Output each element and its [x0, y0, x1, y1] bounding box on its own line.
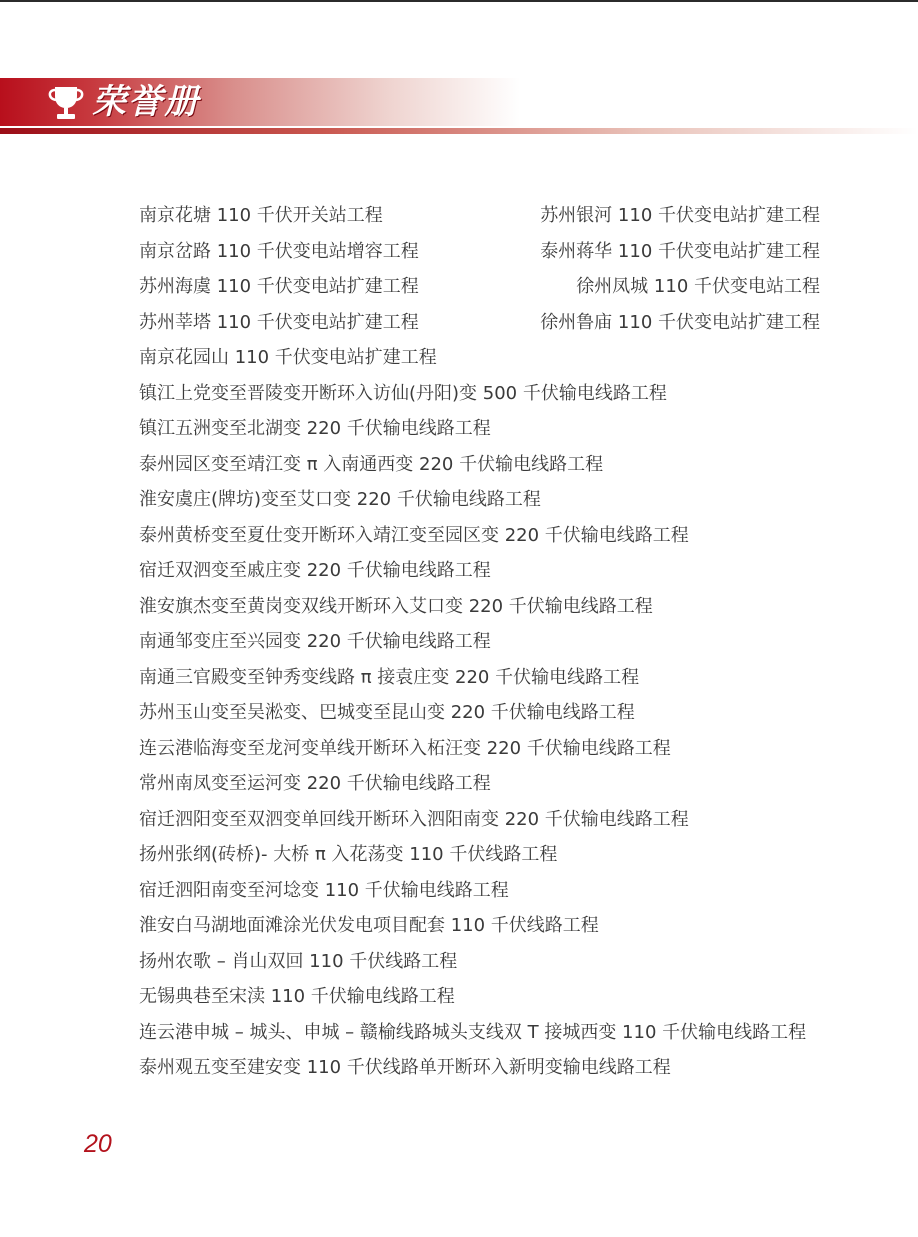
project-name: 泰州蒋华 110 千伏变电站扩建工程: [540, 240, 820, 262]
project-name: 徐州凤城 110 千伏变电站工程: [576, 276, 820, 297]
list-item: 南通邹变庄至兴园变 220 千伏输电线路工程: [139, 631, 491, 652]
list-item: [139, 198, 839, 234]
list-item: 扬州农歌 – 肖山双回 110 千伏线路工程: [139, 950, 458, 972]
list-item: 淮安虞庄(牌坊)变至艾口变 220 千伏输电线路工程: [139, 489, 541, 510]
list-item: 苏州玉山变至吴淞变、巴城变至昆山变 220 千伏输电线路工程: [139, 702, 635, 723]
list-item: 南京花园山 110 千伏变电站扩建工程: [139, 347, 437, 368]
list-item: [139, 234, 839, 270]
project-name: 苏州银河 110 千伏变电站扩建工程: [540, 205, 820, 226]
list-item: 常州南凤变至运河变 220 千伏输电线路工程: [139, 773, 491, 794]
page-number: 20: [84, 1130, 112, 1158]
list-item: 宿迁泗阳变至双泗变单回线开断环入泗阳南变 220 千伏输电线路工程: [139, 808, 689, 830]
top-border-line: [0, 0, 918, 2]
project-name: 苏州海虞 110 千伏变电站扩建工程: [139, 276, 419, 297]
list-item: 无锡典巷至宋渎 110 千伏输电线路工程: [139, 986, 455, 1007]
list-item: 宿迁泗阳南变至河埝变 110 千伏输电线路工程: [139, 879, 509, 901]
list-item: 淮安旗杰变至黄岗变双线开断环入艾口变 220 千伏输电线路工程: [139, 595, 653, 617]
list-item: 镇江五洲变至北湖变 220 千伏输电线路工程: [139, 418, 491, 439]
project-name: 南京花塘 110 千伏开关站工程: [139, 205, 383, 226]
project-name: 苏州莘塔 110 千伏变电站扩建工程: [139, 311, 419, 333]
list-item: 泰州园区变至靖江变 π 入南通西变 220 千伏输电线路工程: [139, 453, 604, 475]
header-underline: [0, 128, 918, 134]
list-item: 镇江上党变至晋陵变开断环入访仙(丹阳)变 500 千伏输电线路工程: [139, 382, 667, 404]
trophy-icon: [46, 84, 86, 122]
list-item: 扬州张纲(砖桥)- 大桥 π 入花荡变 110 千伏线路工程: [139, 844, 558, 865]
list-item: 淮安白马湖地面滩涂光伏发电项目配套 110 千伏线路工程: [139, 915, 599, 936]
list-item: 宿迁双泗变至戚庄变 220 千伏输电线路工程: [139, 560, 491, 581]
list-item: [139, 305, 839, 341]
list-item: 泰州观五变至建安变 110 千伏线路单开断环入新明变输电线路工程: [139, 1057, 671, 1078]
project-list: [139, 198, 839, 1086]
list-item: 南通三官殿变至钟秀变线路 π 接袁庄变 220 千伏输电线路工程: [139, 666, 640, 688]
list-item: 连云港临海变至龙河变单线开断环入柘汪变 220 千伏输电线路工程: [139, 737, 671, 759]
list-item: [139, 269, 839, 305]
project-name: 南京岔路 110 千伏变电站增容工程: [139, 240, 419, 262]
list-item: 泰州黄桥变至夏仕变开断环入靖江变至园区变 220 千伏输电线路工程: [139, 524, 689, 546]
section-title: 荣誉册: [92, 82, 200, 122]
list-item: 连云港申城 – 城头、申城 – 赣榆线路城头支线双 T 接城西变 110 千伏输电线路工程: [139, 1021, 807, 1043]
project-name: 徐州鲁庙 110 千伏变电站扩建工程: [540, 311, 820, 333]
